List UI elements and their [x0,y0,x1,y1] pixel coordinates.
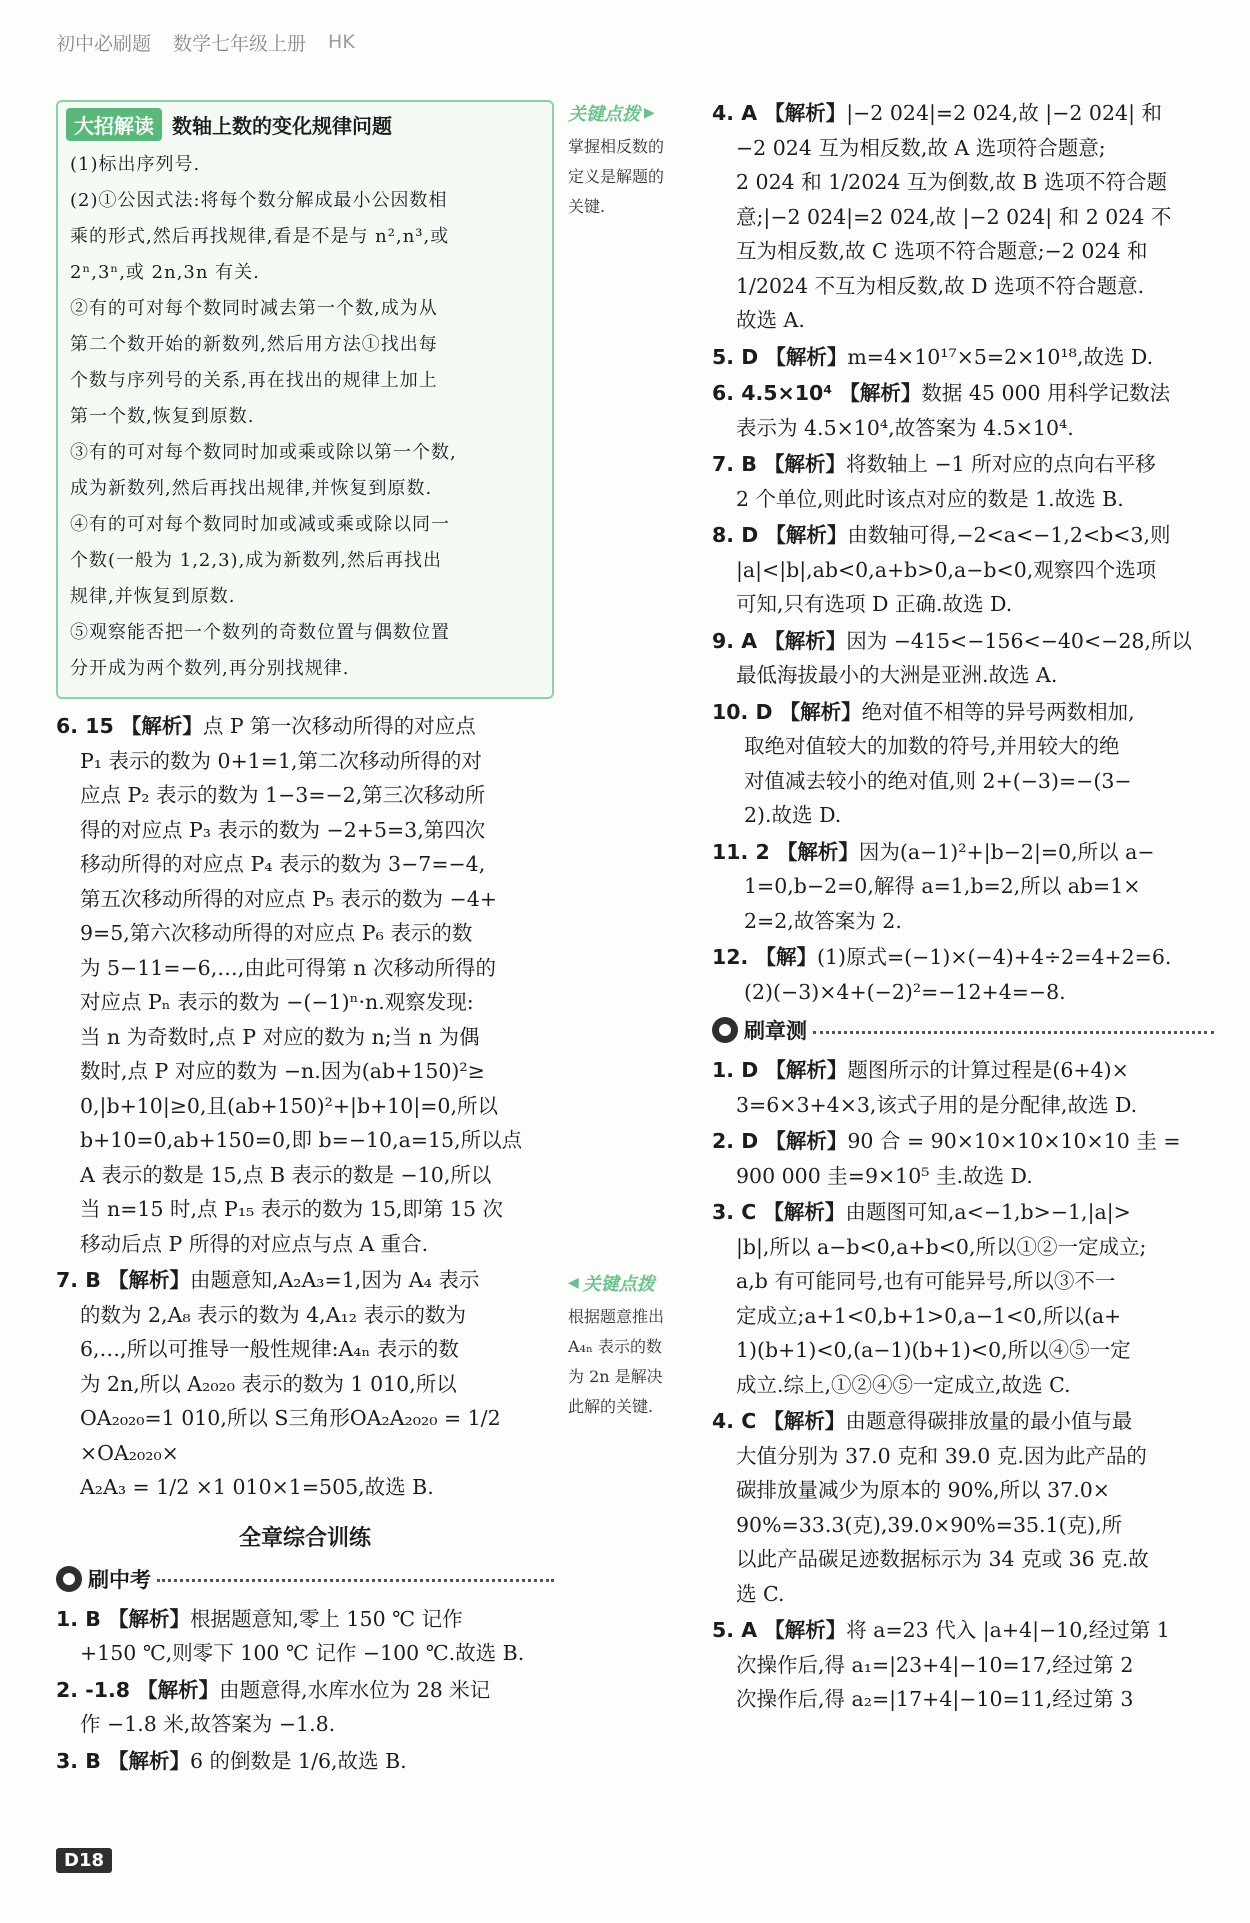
answer-line: 6,…,所以可推导一般性规律:A₄ₙ 表示的数 [80,1337,459,1361]
answer-number: 9. [712,628,742,653]
answer-line: 3. B 【解析】6 的倒数是 1/6,故选 B. [56,1748,407,1773]
side-note-2-head [568,1270,704,1296]
zhongkao-badge-row [56,1564,554,1594]
answer-line: |a|<|b|,ab<0,a+b>0,a−b<0,观察四个选项 [736,557,1157,582]
answer-line: 6. 15 【解析】点 P 第一次移动所得的对应点 [56,714,476,738]
answer-line: 5. A 【解析】将 a=23 代入 |a+4|−10,经过第 1 [712,1618,1170,1642]
answer-choice: D [741,523,766,547]
answer-line: 4. A 【解析】|−2 024|=2 024,故 |−2 024| 和 [712,101,1162,125]
answer-choice: D [755,699,780,724]
analysis-tag: 【解析】 [120,714,203,738]
answer-line: |b|,所以 a−b<0,a+b<0,所以①②一定成立; [736,1234,1147,1259]
answer-line: 9. A 【解析】因为 −415<−156<−40<−28,所以 [712,628,1192,653]
analysis-tag: 【解析】 [763,452,846,476]
brush-icon [56,1566,82,1592]
answer-choice: 4.5×10⁴ [741,381,840,405]
answer-number: 12. [712,945,756,969]
tip-line: ②有的可对每个数同时减去第一个数,成为从 [70,298,438,319]
answer-number: 3. [56,1748,86,1773]
answer-line: b+10=0,ab+150=0,即 b=−10,a=15,所以点 [80,1128,523,1152]
side-note-line: 定义是解题的 [568,167,665,186]
answer-line: 当 n=15 时,点 P₁₅ 表示的数为 15,即第 15 次 [80,1197,504,1221]
zhangce-label: 刷章测 [744,1019,807,1043]
answer-line: 得的对应点 P₃ 表示的数为 −2+5=3,第四次 [80,817,486,842]
answer-line: 2. -1.8 【解析】由题意得,水库水位为 28 米记 [56,1677,491,1702]
answer-item [712,447,1214,516]
answer-line: A 表示的数是 15,点 B 表示的数是 −10,所以 [80,1162,492,1187]
answer-line: 碳排放量减少为原本的 90%,所以 37.0× [736,1478,1110,1502]
dotted-divider [813,1031,1214,1034]
analysis-tag: 【解析】 [764,628,847,653]
analysis-tag: 【解析】 [763,1200,846,1224]
answer-line: 1/2024 不互为相反数,故 D 选项不符合题意. [736,273,1145,298]
answer-item [712,376,1214,445]
answer-line: 9=5,第六次移动所得的对应点 P₆ 表示的数 [80,921,473,945]
answer-choice: B [85,1606,108,1631]
answer-line: a,b 有可能同号,也有可能异号,所以③不一 [736,1269,1116,1293]
zhangce-badge-row [712,1015,1214,1045]
analysis-tag: 【解析】 [107,1748,190,1773]
answer-number: 6. [56,714,86,738]
answer-choice: C [741,1200,764,1224]
answer-line: 7. B 【解析】将数轴上 −1 所对应的点向右平移 [712,452,1156,476]
answer-line: 大值分别为 37.0 克和 39.0 克.因为此产品的 [736,1443,1147,1468]
answer-line: 取绝对值较大的加数的符号,并用较大的绝 [744,734,1120,758]
answer-choice: A [741,1618,765,1642]
answer-number: 4. [712,101,742,125]
answer-choice: D [741,344,766,369]
answer-item [712,695,1214,833]
answer-number: 2. [712,1129,742,1153]
analysis-tag: 【解析】 [779,699,862,724]
answer-line: 4. C 【解析】由题意得碳排放量的最小值与最 [712,1409,1133,1433]
answer-line: 1)(b+1)<0,(a−1)(b+1)<0,所以④⑤一定 [736,1338,1131,1362]
analysis-tag: 【解析】 [107,1268,190,1292]
answer-number: 5. [712,1618,742,1642]
answer-choice: B [85,1748,108,1773]
side-note-line: 此解的关键. [568,1397,654,1416]
answer-line: 互为相反数,故 C 选项不符合题意;−2 024 和 [736,239,1148,263]
answer-choice: B [85,1268,108,1292]
answer-line: 0,|b+10|≥0,且(ab+150)²+|b+10|=0,所以 [80,1093,498,1118]
subject-title: 数学七年级上册 [173,32,307,55]
tip-title-row [66,108,542,141]
answer-line: 对值减去较小的绝对值,则 2+(−3)=−(3− [744,768,1132,793]
tip-line: ③有的可对每个数同时加或乘或除以第一个数, [70,442,457,463]
answer-line: 定成立;a+1<0,b+1>0,a−1<0,所以(a+ [736,1303,1122,1328]
edition-label: HK [328,31,355,53]
answer-line: 为 5−11=−6,…,由此可得第 n 次移动所得的 [80,955,496,980]
answer-line: 1. B 【解析】根据题意知,零上 150 ℃ 记作 [56,1606,463,1631]
arrow-right-icon: ▶ [644,105,655,121]
answer-line: 成立.综上,①②④⑤一定成立,故选 C. [736,1372,1071,1397]
answer-line: (2)(−3)×4+(−2)²=−12+4=−8. [744,979,1066,1004]
answer-line: 2. D 【解析】90 合 = 90×10×10×10×10 圭 = [712,1129,1181,1153]
answer-line: 次操作后,得 a₂=|17+4|−10=11,经过第 3 [736,1687,1134,1711]
answer-line: 8. D 【解析】由数轴可得,−2<a<−1,2<b<3,则 [712,523,1171,547]
analysis-tag: 【解析】 [764,101,847,125]
answer-line: 90%=33.3(克),39.0×90%=35.1(克),所 [736,1512,1123,1537]
answer-number: 2. [56,1677,86,1702]
right-answers [712,96,1214,1009]
section-title: 全章综合训练 [238,1525,371,1551]
answer-line: 为 2n,所以 A₂₀₂₀ 表示的数为 1 010,所以 [80,1371,457,1396]
answer-item [712,940,1214,1009]
zhongkao-answers [56,1602,554,1779]
page-header [56,22,355,62]
page-number: D18 [56,1848,112,1873]
answer-number: 7. [56,1268,86,1292]
left-answers [56,709,554,1505]
side-note-1-lines [568,132,704,222]
right-column [712,96,1214,1719]
answer-item [712,340,1214,375]
answer-line: 2=2,故答案为 2. [744,908,902,933]
zhongkao-label: 刷中考 [88,1567,151,1592]
answer-line: 3=6×3+4×3,该式子用的是分配律,故选 D. [736,1092,1138,1117]
tip-line: 第一个数,恢复到原数. [70,406,255,427]
side-note-2-title: 关键点拨 [582,1274,655,1295]
side-note-2-lines [568,1302,704,1422]
answer-line: −2 024 互为相反数,故 A 选项符合题意; [736,135,1106,160]
answer-item [712,624,1214,693]
side-note-line: 掌握相反数的 [568,137,665,156]
tip-line: 个数与序列号的关系,再在找出的规律上加上 [70,370,438,391]
answer-line: OA₂₀₂₀=1 010,所以 S三角形OA₂A₂₀₂₀ = 1/2 ×OA₂₀₂₀× [80,1406,501,1465]
answer-item [712,518,1214,622]
answer-item [712,1053,1214,1122]
answer-choice: 15 [85,714,121,738]
side-note-line: A₄ₙ 表示的数 [568,1337,662,1356]
tip-line: (2)①公因式法:将每个数分解成最小公因数相 [70,190,448,211]
answer-line: 表示为 4.5×10⁴,故答案为 4.5×10⁴. [736,415,1074,440]
answer-choice: A [741,101,765,125]
answer-line: 7. B 【解析】由题意知,A₂A₃=1,因为 A₄ 表示 [56,1268,480,1292]
analysis-tag: 【解析】 [107,1606,190,1631]
analysis-tag: 【解析】 [839,381,922,405]
tip-line: 乘的形式,然后再找规律,看是不是与 n²,n³,或 [70,226,450,247]
analysis-tag: 【解析】 [137,1677,220,1702]
side-note-1-head [568,100,704,126]
answer-choice: C [741,1409,764,1433]
answer-line: 3. C 【解析】由题图可知,a<−1,b>−1,|a|> [712,1200,1131,1224]
tip-line: 规律,并恢复到原数. [70,586,236,607]
answer-line: 选 C. [736,1581,785,1606]
zhongkao-badge [56,1564,151,1594]
tip-line: 第二个数开始的新数列,然后用方法①找出每 [70,334,438,355]
dotted-divider [157,1579,554,1582]
brush-icon [712,1017,738,1043]
answer-number: 6. [712,381,742,405]
answer-item [56,1744,554,1779]
answer-line: 第五次移动所得的对应点 P₅ 表示的数为 −4+ [80,886,497,911]
tip-heading: 数轴上数的变化规律问题 [172,114,392,138]
answer-item [712,1124,1214,1193]
answer-choice: 2 [755,839,777,864]
answer-line: 1=0,b−2=0,解得 a=1,b=2,所以 ab=1× [744,874,1141,898]
answer-line: 2).故选 D. [744,803,842,827]
tip-box [56,100,554,699]
answer-number: 1. [712,1058,742,1082]
tip-line: 成为新数列,然后再找出规律,并恢复到原数. [70,478,433,499]
zhangce-badge [712,1015,807,1045]
answer-line: 最低海拔最小的大洲是亚洲.故选 A. [736,663,1058,687]
answer-line: 数时,点 P 对应的数为 −n.因为(ab+150)²≥ [80,1059,485,1083]
answer-line: 10. D 【解析】绝对值不相等的异号两数相加, [712,699,1135,724]
analysis-tag: 【解析】 [765,1058,848,1082]
answer-line: P₁ 表示的数为 0+1=1,第二次移动所得的对 [80,748,483,773]
answer-item [56,1263,554,1505]
answer-line: 5. D 【解析】m=4×10¹⁷×5=2×10¹⁸,故选 D. [712,344,1154,369]
side-note-line: 为 2n 是解决 [568,1367,663,1386]
answer-number: 4. [712,1409,742,1433]
analysis-tag: 【解析】 [765,523,848,547]
analysis-tag: 【解析】 [764,1618,847,1642]
side-note-1 [568,100,704,222]
answer-item [712,835,1214,939]
book-title: 初中必刷题 [56,32,152,55]
tip-line: ⑤观察能否把一个数列的奇数位置与偶数位置 [70,622,450,643]
answer-number: 8. [712,523,742,547]
tip-line: 个数(一般为 1,2,3),成为新数列,然后再找出 [70,550,443,571]
analysis-tag: 【解析】 [763,1409,846,1433]
answer-line: 次操作后,得 a₁=|23+4|−10=17,经过第 2 [736,1652,1134,1677]
answer-choice: B [741,452,764,476]
answer-number: 11. [712,839,756,864]
analysis-tag: 【解】 [755,945,817,969]
answer-line: 2 024 和 1/2024 互为倒数,故 B 选项不符合题 [736,170,1167,194]
answer-line: 12. 【解】(1)原式=(−1)×(−4)+4÷2=4+2=6. [712,945,1172,969]
answer-number: 10. [712,699,756,724]
side-note-1-title: 关键点拨 [568,104,640,125]
tip-lines [70,147,542,687]
answer-number: 1. [56,1606,86,1631]
answer-item [56,1673,554,1742]
answer-line: +150 ℃,则零下 100 ℃ 记作 −100 ℃.故选 B. [80,1641,525,1665]
answer-line: 移动后点 P 所得的对应点与点 A 重合. [80,1231,429,1256]
answer-choice: A [741,628,765,653]
answer-line: 移动所得的对应点 P₄ 表示的数为 3−7=−4, [80,852,486,876]
left-column [56,100,554,1780]
answer-line: 以此产品碳足迹数据标示为 34 克或 36 克.故 [736,1547,1149,1571]
answer-line: 作 −1.8 米,故答案为 −1.8. [80,1712,336,1736]
answer-number: 5. [712,344,742,369]
answer-line: 当 n 为奇数时,点 P 对应的数为 n;当 n 为偶 [80,1024,480,1049]
side-note-line: 关键. [568,197,606,216]
answer-item [712,1404,1214,1611]
tip-line: (1)标出序列号. [70,154,201,175]
answer-line: A₂A₃ = 1/2 ×1 010×1=505,故选 B. [80,1475,434,1499]
tip-line: 分开成为两个数列,再分别找规律. [70,658,350,679]
analysis-tag: 【解析】 [765,344,848,369]
answer-line: 对应点 Pₙ 表示的数为 −(−1)ⁿ·n.观察发现: [80,990,474,1014]
answer-item [56,709,554,1261]
answer-item [712,96,1214,338]
answer-item [56,1602,554,1671]
answer-choice: D [741,1058,766,1082]
answer-line: 的数为 2,A₈ 表示的数为 4,A₁₂ 表示的数为 [80,1302,466,1327]
answer-choice: -1.8 [85,1677,138,1702]
tip-badge: 大招解读 [66,108,162,141]
zhangce-answers [712,1053,1214,1717]
answer-line: 900 000 圭=9×10⁵ 圭.故选 D. [736,1163,1033,1188]
analysis-tag: 【解析】 [765,1129,848,1153]
answer-line: 意;|−2 024|=2 024,故 |−2 024| 和 2 024 不 [736,204,1172,229]
answer-line: 可知,只有选项 D 正确.故选 D. [736,592,1013,616]
answer-line: 1. D 【解析】题图所示的计算过程是(6+4)× [712,1058,1129,1082]
answer-item [712,1195,1214,1402]
answer-item [712,1613,1214,1717]
tip-line: ④有的可对每个数同时加或减或乘或除以同一 [70,514,450,535]
answer-number: 3. [712,1200,742,1224]
answer-line: 应点 P₂ 表示的数为 1−3=−2,第三次移动所 [80,783,486,807]
side-note-line: 根据题意推出 [568,1307,665,1326]
answer-number: 7. [712,452,742,476]
side-note-2 [568,1270,704,1422]
tip-line: 2ⁿ,3ⁿ,或 2n,3n 有关. [70,262,260,283]
answer-line: 2 个单位,则此时该点对应的数是 1.故选 B. [736,486,1124,511]
answer-line: 6. 4.5×10⁴ 【解析】数据 45 000 用科学记数法 [712,381,1171,405]
answer-line: 11. 2 【解析】因为(a−1)²+|b−2|=0,所以 a− [712,839,1155,864]
answer-choice: D [741,1129,766,1153]
arrow-left-icon: ◀ [568,1275,579,1291]
answer-line: 故选 A. [736,308,805,332]
analysis-tag: 【解析】 [776,839,859,864]
